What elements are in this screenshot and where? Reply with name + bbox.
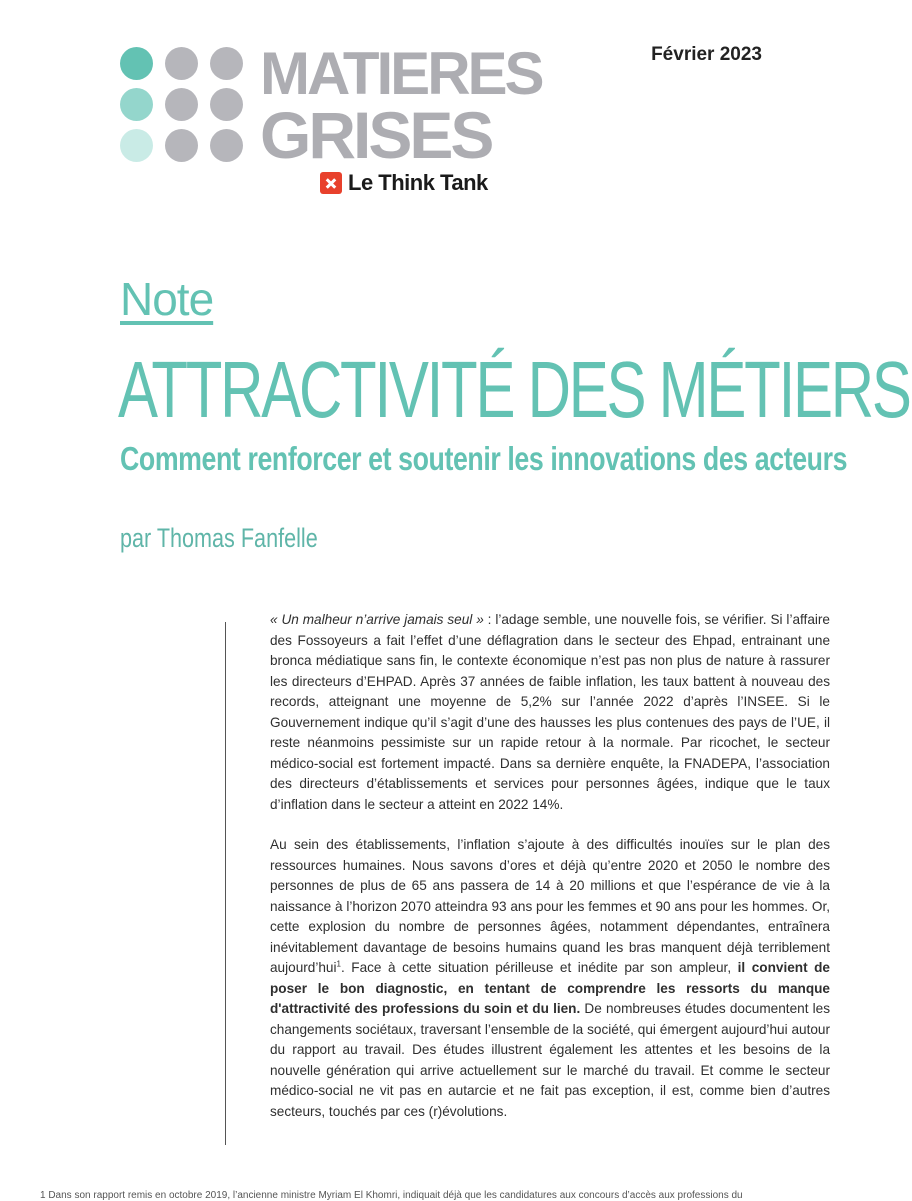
footnote-ref[interactable]: 1: [336, 959, 341, 969]
think-tank-text: Le Think Tank: [348, 170, 488, 195]
footnote: 1 Dans son rapport remis en octobre 2019, l’ancienne ministre Myriam El Khomri, indiquait déjà que les candidatures aux concours d’accès aux professions du: [40, 1190, 743, 1201]
publication-date: Février 2023: [651, 44, 762, 65]
logo-dot: [120, 88, 153, 121]
paragraph-2-text-3: De nombreuses études documentent les changements sociétaux, traversant l’ensemble de la société, qui émergent aujourd’hui autour du rapport au travail. Des études illustrent également les attentes et les besoins de la nouvelle génération qui arrive actuellement sur le marché du travail. Et comme le secteur médico-social ne vit pas en autarcie et ne fait pas exception, il est, comme bien d’autres secteurs, touchés par ces (r)évolutions.: [270, 1001, 830, 1119]
paragraph-2-bold: il convient de poser le bon diagnostic, en tentant de comprendre les ressorts du manque d'attractivité des professions du soin et du lien.: [270, 960, 830, 1016]
opening-quote: « Un malheur n’arrive jamais seul »: [270, 612, 484, 627]
logo-dot: [165, 47, 198, 80]
think-tank-icon: [320, 172, 342, 194]
logo-dot: [210, 88, 243, 121]
document-author: par Thomas Fanfelle: [120, 523, 318, 553]
logo: [120, 40, 542, 202]
logo-text-line1: MATIERES: [260, 40, 542, 107]
paragraph-2-text-2: . Face à cette situation périlleuse et inédite par son ampleur,: [340, 960, 738, 975]
note-kicker: Note: [120, 273, 214, 325]
document-subtitle: Comment renforcer et soutenir les innovations des acteurs: [120, 440, 848, 477]
document-title: ATTRACTIVITÉ DES MÉTIERS: [118, 345, 910, 434]
logo-dot: [165, 129, 198, 162]
paragraph-1-text: : l’adage semble, une nouvelle fois, se vérifier. Si l’affaire des Fossoyeurs a fait l’effet d’une déflagration dans le secteur des Ehpad, entrainant une bronca médiatique sans fin, le contexte économique n’est pas non plus de nature à rassurer les directeurs d’EHPAD. Après 37 années de faible inflation, les taux battent à nouveau des records, atteignant une moyenne de 5,2% sur l’année 2022 d’après l’INSEE. Si le Gouvernement indique qu’il s’agit d’une des hausses les plus contenues des pays de l’UE, il reste néanmoins pessimiste sur un rapide retour à la normale. Par ricochet, le secteur médico-social est fortement impacté. Dans sa dernière enquête, la FNADEPA, l’association des directeurs d’établissements et services pour personnes âgées, indique que le taux d’inflation dans le secteur a atteint en 2022 14%.: [270, 612, 830, 812]
logo-dot: [210, 47, 243, 80]
paragraph-2-text-1: Au sein des établissements, l’inflation s’ajoute à des difficultés inouïes sur le plan des ressources humaines. Nous savons d’ores et déjà qu’entre 2020 et 2050 le nombre des personnes de plus de 65 ans passera de 14 à 20 millions et que l’espérance de vie à la naissance à l’horizon 2070 atteindra 93 ans pour les femmes et 90 ans pour les hommes. Or, cette explosion du nombre de personnes âgées, notamment dépendantes, entraînera inévitablement davantage de besoins humains quand les bras manquent déjà terriblement aujourd’hui: [270, 837, 830, 975]
paragraph-2: [270, 835, 830, 1122]
body-text: [270, 610, 830, 1142]
logo-dot: [120, 129, 153, 162]
logo-dot: [165, 88, 198, 121]
think-tank-label: [320, 170, 488, 196]
margin-rule: [225, 622, 226, 1145]
logo-dot: [210, 129, 243, 162]
paragraph-1: [270, 610, 830, 815]
logo-text-line2: GRISES: [260, 98, 492, 172]
logo-dots: [120, 42, 265, 167]
logo-dot: [120, 47, 153, 80]
